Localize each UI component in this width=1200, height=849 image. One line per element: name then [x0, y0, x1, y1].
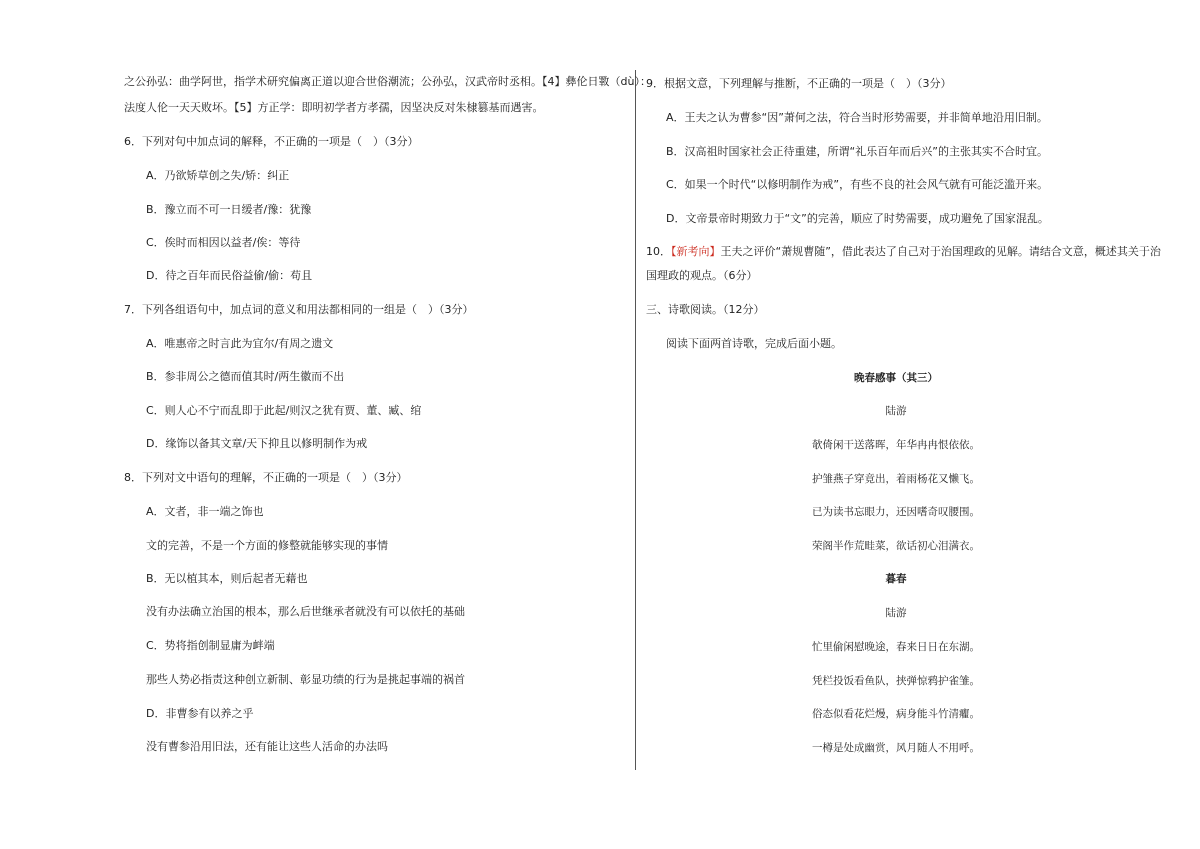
poem-2-line-1: 忙里偷闲慰晚途，春来日日在东湖。 — [812, 641, 980, 653]
q8-option-d-explanation: 没有曹参沿用旧法，还有能让这些人活命的办法吗 — [146, 740, 388, 753]
q8-option-c-explanation: 那些人势必指责这种创立新制、彰显功绩的行为是挑起事端的祸首 — [146, 673, 465, 686]
notes-line-2: 法度人伦一天天败坏。【5】方正学：即明初学者方孝孺，因坚决反对朱棣篡基而遇害。 — [124, 101, 544, 114]
question-10-line-2: 国理政的观点。（6分） — [646, 269, 758, 282]
q8-option-a-explanation: 文的完善，不是一个方面的修整就能够实现的事情 — [146, 539, 388, 552]
q9-option-d: D．文帝景帝时期致力于“文”的完善，顺应了时势需要，成功避免了国家混乱。 — [666, 212, 1049, 225]
q7-option-b: B．参非周公之德而值其时/两生徽而不出 — [146, 370, 345, 383]
question-10-text: 王夫之评价“萧规曹随”，借此表达了自己对于治国理政的见解。请结合文意，概述其关于治 — [720, 245, 1161, 258]
q9-option-a: A．王夫之认为曹参“因”萧何之法，符合当时形势需要，并非简单地沿用旧制。 — [666, 111, 1048, 124]
question-6-stem: 6．下列对句中加点词的解释，不正确的一项是（ ）（3分） — [124, 135, 419, 148]
q8-option-a: A．文者，非一端之饰也 — [146, 505, 264, 518]
question-9-stem: 9．根据文意，下列理解与推断，不正确的一项是（ ）（3分） — [646, 77, 952, 90]
q6-option-b: B．豫立而不可一日缓者/豫：犹豫 — [146, 203, 312, 216]
question-7-stem: 7．下列各组语句中，加点词的意义和用法都相同的一组是（ ）（3分） — [124, 303, 474, 316]
q8-option-b-explanation: 没有办法确立治国的根本，那么后世继承者就没有可以依托的基础 — [146, 605, 465, 618]
new-direction-tag: 【新考向】 — [671, 245, 721, 258]
q7-option-a: A．唯惠帝之时言此为宜尔/有周之遗文 — [146, 337, 334, 350]
q8-option-d: D．非曹参有以养之乎 — [146, 707, 254, 720]
question-10-line-1 — [646, 244, 1161, 260]
poem-1-line-2: 护雏燕子穿竟出，着雨杨花又懒飞。 — [812, 473, 980, 485]
column-divider — [635, 70, 636, 770]
poem-1-line-4: 荣阁半作荒畦菜，欲话初心泪满衣。 — [812, 540, 980, 552]
poem-2-line-4: 一樽是处成幽赏，风月随人不用呼。 — [812, 742, 980, 754]
poem-2-line-2: 凭栏投饭看鱼队，挟弹惊鸦护雀雏。 — [812, 675, 980, 687]
notes-line-1: 之公孙弘：曲学阿世，指学术研究偏离正道以迎合世俗潮流；公孙弘，汉武帝时丞相。【4】彝伦日斁（dù）： — [124, 75, 651, 88]
q6-option-c: C．俟时而相因以益者/俟：等待 — [146, 236, 301, 249]
question-10-number: 10． — [646, 245, 671, 258]
reading-instruction: 阅读下面两首诗歌，完成后面小题。 — [666, 337, 842, 350]
q7-option-c: C．则人心不宁而乱即于此起/则汉之犹有贾、董、臧、绾 — [146, 404, 422, 417]
poem-1-line-1: 欹倚闲干送落晖，年华冉冉恨依依。 — [812, 439, 980, 451]
q8-option-c: C．势将指创制显庸为衅端 — [146, 639, 275, 652]
q7-option-d: D．缘饰以备其文章/天下抑且以修明制作为戒 — [146, 437, 368, 450]
poem-2-title: 暮春 — [885, 573, 907, 585]
q8-option-b: B．无以植其本，则后起者无藉也 — [146, 572, 308, 585]
poem-1-title: 晚春感事（其三） — [854, 372, 938, 384]
poem-1-line-3: 已为读书忘眼力，还因嗜奇叹腰围。 — [812, 506, 980, 518]
poem-1-author: 陆游 — [885, 405, 907, 417]
poem-2-line-3: 俗态似看花烂熳，病身能斗竹清癯。 — [812, 708, 980, 720]
q6-option-a: A．乃欲矫草创之失/矫：纠正 — [146, 169, 290, 182]
q9-option-b: B．汉高祖时国家社会正待重建，所谓“礼乐百年而后兴”的主张其实不合时宜。 — [666, 145, 1048, 158]
question-8-stem: 8．下列对文中语句的理解，不正确的一项是（ ）（3分） — [124, 471, 408, 484]
section-heading-poetry: 三、诗歌阅读。（12分） — [646, 303, 765, 316]
q9-option-c: C．如果一个时代“以修明制作为戒”，有些不良的社会风气就有可能泛滥开来。 — [666, 178, 1049, 191]
q6-option-d: D．待之百年而民俗益偷/偷：苟且 — [146, 269, 313, 282]
poem-2-author: 陆游 — [885, 607, 907, 619]
